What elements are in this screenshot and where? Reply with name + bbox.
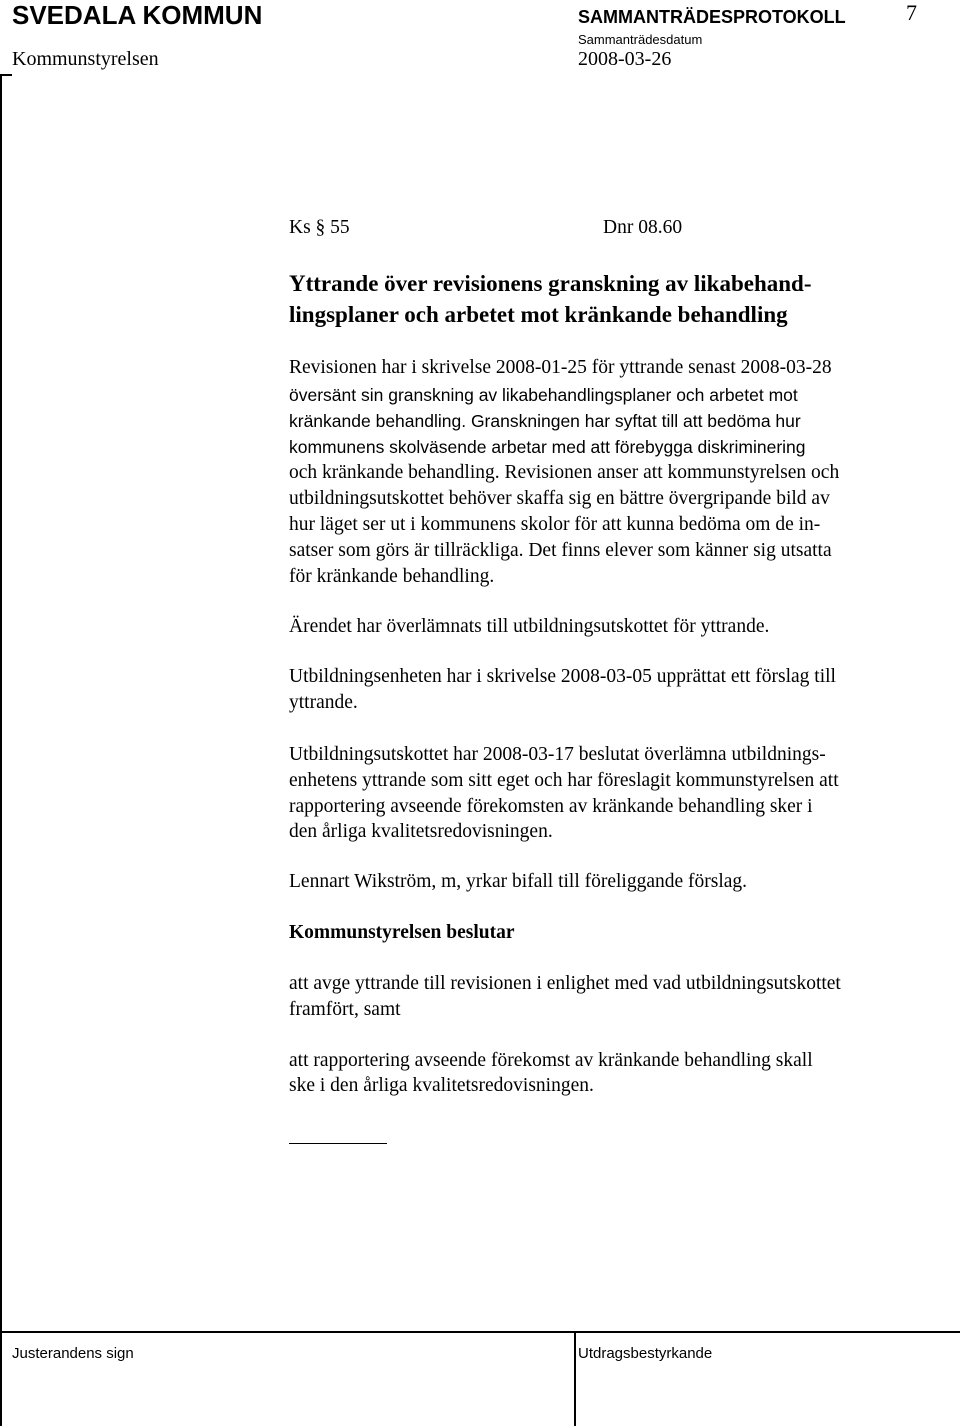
case-title-line: lingsplaner och arbetet mot kränkande behandling — [289, 302, 788, 327]
paragraph-line: Ärendet har överlämnats till utbildningsutskottet för yttrande. — [289, 616, 770, 637]
paragraph-line: hur läget ser ut i kommunens skolor för att kunna bedöma om de in- — [289, 514, 821, 535]
case-number: Ks § 55 — [289, 217, 350, 238]
paragraph-line: översänt sin granskning av likabehandlingsplaner och arbetet mot — [289, 385, 798, 405]
left-margin-line — [0, 74, 2, 1331]
organization-name: SVEDALA KOMMUN — [12, 0, 263, 30]
paragraph-line: Revisionen har i skrivelse 2008-01-25 för yttrande senast 2008-03-28 — [289, 357, 832, 378]
footer-divider — [0, 1331, 2, 1426]
paragraph-line: satser som görs är tillräckliga. Det finns elever som känner sig utsatta — [289, 540, 832, 561]
signature-label: Justerandens sign — [12, 1345, 134, 1362]
footer-rule — [0, 1331, 960, 1333]
paragraph-line: Utbildningsutskottet har 2008-03-17 beslutat överlämna utbildnings- — [289, 744, 826, 765]
decision-line: att rapportering avseende förekomst av kränkande behandling skall — [289, 1050, 813, 1071]
case-title-line: Yttrande över revisionens granskning av likabehand- — [289, 271, 812, 296]
decision-heading: Kommunstyrelsen beslutar — [289, 922, 515, 943]
page-number: 7 — [906, 0, 917, 25]
header-tick — [0, 74, 12, 76]
paragraph-line: kränkande behandling. Granskningen har syftat till att bedöma hur — [289, 411, 801, 431]
paragraph-line: Lennart Wikström, m, yrkar bifall till föreliggande förslag. — [289, 871, 748, 892]
footer-divider — [574, 1331, 576, 1426]
meeting-date: 2008-03-26 — [578, 48, 672, 70]
paragraph-line: för kränkande behandling. — [289, 566, 495, 587]
paragraph-line: rapportering avseende förekomsten av kränkande behandling sker i — [289, 796, 813, 817]
paragraph-line: enhetens yttrande som sitt eget och har föreslagit kommunstyrelsen att — [289, 770, 839, 791]
decision-line: framfört, samt — [289, 999, 401, 1020]
date-label: Sammanträdesdatum — [578, 32, 703, 47]
certification-label: Utdragsbestyrkande — [578, 1345, 713, 1362]
committee-name: Kommunstyrelsen — [12, 48, 159, 70]
paragraph-line: utbildningsutskottet behöver skaffa sig en bättre övergripande bild av — [289, 488, 830, 509]
paragraph-line: den årliga kvalitetsredovisningen. — [289, 821, 553, 842]
closing-rule — [289, 1143, 387, 1144]
paragraph-line: yttrande. — [289, 692, 358, 713]
registration-number: Dnr 08.60 — [603, 217, 683, 238]
paragraph-line: kommunens skolväsende arbetar med att förebygga diskriminering — [289, 437, 806, 457]
decision-line: ske i den årliga kvalitetsredovisningen. — [289, 1075, 594, 1096]
paragraph-line: och kränkande behandling. Revisionen anser att kommunstyrelsen och — [289, 462, 840, 483]
decision-line: att avge yttrande till revisionen i enlighet med vad utbildningsutskottet — [289, 973, 841, 994]
paragraph-line: Utbildningsenheten har i skrivelse 2008-03-05 upprättat ett förslag till — [289, 666, 836, 687]
case-title — [289, 268, 929, 330]
document-type: SAMMANTRÄDESPROTOKOLL — [578, 7, 846, 27]
